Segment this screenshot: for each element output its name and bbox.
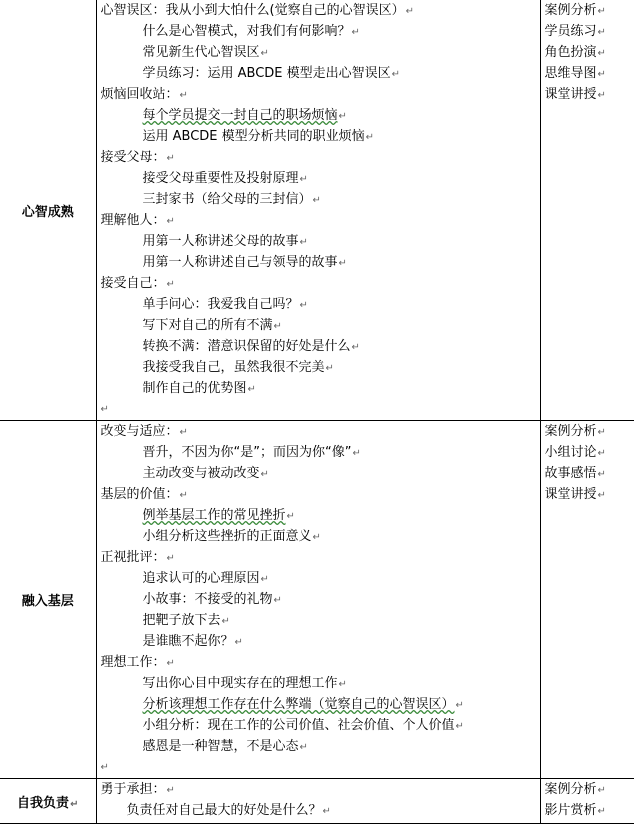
content-text: 什么是心智模式，对我们有何影响？ [143, 24, 351, 39]
paragraph-mark: ↵ [300, 742, 308, 753]
paragraph-mark: ↵ [598, 785, 606, 796]
paragraph-mark: ↵ [323, 806, 331, 817]
method-text: 学员练习 [545, 24, 597, 39]
paragraph-mark: ↵ [598, 90, 606, 101]
content-subitem [101, 673, 540, 694]
paragraph-mark: ↵ [339, 679, 347, 690]
paragraph-mark: ↵ [167, 216, 175, 227]
content-subitem [101, 126, 540, 147]
content-text: 学员练习：运用 ABCDE 模型走出心智误区 [143, 66, 391, 81]
paragraph-mark: ↵ [167, 553, 175, 564]
content-subitem [101, 800, 540, 821]
content-text: 接受父母： [101, 150, 166, 165]
paragraph-mark: ↵ [352, 27, 360, 38]
content-subitem [101, 715, 540, 736]
content-text: 勇于承担： [101, 782, 166, 797]
content-text: 用第一人称讲述自己与领导的故事 [143, 255, 338, 270]
method-cell [540, 421, 634, 779]
content-subitem [101, 357, 540, 378]
content-heading [101, 547, 540, 568]
paragraph-mark: ↵ [180, 427, 188, 438]
method-text: 案例分析 [545, 3, 597, 18]
paragraph-mark: ↵ [261, 469, 269, 480]
method-item [545, 0, 634, 21]
paragraph-mark: ↵ [261, 48, 269, 59]
content-heading [101, 147, 540, 168]
paragraph-mark: ↵ [222, 616, 230, 627]
paragraph-mark: ↵ [339, 258, 347, 269]
method-text: 角色扮演 [545, 45, 597, 60]
content-cell [96, 421, 540, 779]
paragraph-mark: ↵ [598, 427, 606, 438]
method-item [545, 779, 634, 800]
paragraph-mark: ↵ [598, 69, 606, 80]
content-subitem [101, 378, 540, 399]
method-item [545, 421, 634, 442]
content-text: 分析该理想工作存在什么弊端（觉察自己的心智误区） [143, 697, 455, 712]
method-item [545, 63, 634, 84]
category-cell [0, 0, 96, 421]
content-subitem [101, 315, 540, 336]
paragraph-mark: ↵ [274, 595, 282, 606]
content-subitem [101, 21, 540, 42]
paragraph-mark: ↵ [261, 574, 269, 585]
paragraph-mark: ↵ [456, 721, 464, 732]
content-subitem [101, 63, 540, 84]
content-heading [101, 779, 540, 800]
paragraph-mark: ↵ [180, 490, 188, 501]
method-cell [540, 779, 634, 824]
category-cell [0, 421, 96, 779]
content-subitem [101, 631, 540, 652]
paragraph-mark: ↵ [598, 448, 606, 459]
category-label: 融入基层 [22, 594, 74, 609]
paragraph-mark: ↵ [406, 6, 414, 17]
paragraph-mark: ↵ [598, 27, 606, 38]
method-text: 思维导图 [545, 66, 597, 81]
paragraph-mark: ↵ [248, 384, 256, 395]
method-item [545, 21, 634, 42]
paragraph-mark: ↵ [167, 785, 175, 796]
content-subitem [101, 526, 540, 547]
empty-paragraph: ↵ [101, 399, 540, 420]
method-cell [540, 0, 634, 421]
method-item [545, 442, 634, 463]
content-text: 每个学员提交一封自己的职场烦恼 [143, 108, 338, 123]
content-text: 基层的价值： [101, 487, 179, 502]
content-text: 我接受我自己，虽然我很不完美 [143, 360, 325, 375]
method-text: 案例分析 [545, 782, 597, 797]
content-subitem [101, 505, 540, 526]
content-text: 制作自己的优势图 [143, 381, 247, 396]
content-cell [96, 779, 540, 824]
method-item [545, 42, 634, 63]
paragraph-mark: ↵ [274, 321, 282, 332]
method-text: 影片赏析 [545, 803, 597, 818]
category-label: 自我负责 [17, 796, 69, 811]
paragraph-mark: ↵ [180, 90, 188, 101]
content-subitem [101, 252, 540, 273]
content-text: 正视批评： [101, 550, 166, 565]
content-text: 追求认可的心理原因 [143, 571, 260, 586]
method-item [545, 800, 634, 821]
content-heading [101, 273, 540, 294]
paragraph-mark: ↵ [300, 300, 308, 311]
paragraph-mark: ↵ [235, 637, 243, 648]
content-text: 主动改变与被动改变 [143, 466, 260, 481]
content-text: 改变与适应： [101, 424, 179, 439]
content-text: 把靶子放下去 [143, 613, 221, 628]
content-heading [101, 484, 540, 505]
content-text: 小组分析这些挫折的正面意义 [143, 529, 312, 544]
content-subitem [101, 294, 540, 315]
content-subitem [101, 610, 540, 631]
method-text: 案例分析 [545, 424, 597, 439]
paragraph-mark: ↵ [598, 490, 606, 501]
content-text: 写出你心目中现实存在的理想工作 [143, 676, 338, 691]
content-heading [101, 84, 540, 105]
method-item [545, 484, 634, 505]
paragraph-mark: ↵ [366, 132, 374, 143]
paragraph-mark: ↵ [598, 806, 606, 817]
content-subitem [101, 105, 540, 126]
content-text: 晋升，不因为你“是”；而因为你“像” [143, 445, 352, 460]
content-text: 负责任对自己最大的好处是什么？ [127, 803, 322, 818]
content-text: 常见新生代心智误区 [143, 45, 260, 60]
content-text: 接受自己： [101, 276, 166, 291]
empty-paragraph: ↵ [101, 757, 540, 778]
paragraph-mark: ↵ [339, 111, 347, 122]
content-text: 烦恼回收站： [101, 87, 179, 102]
content-subitem [101, 442, 540, 463]
category-label: 心智成熟 [22, 205, 74, 220]
content-text: 用第一人称讲述父母的故事 [143, 234, 299, 249]
content-text: 感恩是一种智慧，不是心态 [143, 739, 299, 754]
content-text: 运用 ABCDE 模型分析共同的职业烦恼 [143, 129, 365, 144]
content-heading [101, 652, 540, 673]
content-subitem [101, 694, 540, 715]
content-subitem [101, 463, 540, 484]
method-text: 课堂讲授 [545, 87, 597, 102]
content-text: 转换不满：潜意识保留的好处是什么 [143, 339, 351, 354]
table-row [0, 421, 634, 779]
content-text: 理解他人： [101, 213, 166, 228]
paragraph-mark: ↵ [598, 6, 606, 17]
content-heading [101, 0, 540, 21]
content-subitem [101, 168, 540, 189]
content-text: 三封家书（给父母的三封信） [143, 192, 312, 207]
paragraph-mark: ↵ [352, 342, 360, 353]
content-subitem [101, 736, 540, 757]
paragraph-mark: ↵ [313, 195, 321, 206]
content-subitem [101, 231, 540, 252]
category-cell [0, 779, 96, 824]
paragraph-mark: ↵ [300, 174, 308, 185]
content-subitem [101, 42, 540, 63]
paragraph-mark: ↵ [598, 469, 606, 480]
method-item [545, 463, 634, 484]
method-text: 故事感悟 [545, 466, 597, 481]
table-row [0, 779, 634, 824]
paragraph-mark: ↵ [167, 658, 175, 669]
content-cell [96, 0, 540, 421]
paragraph-mark: ↵ [392, 69, 400, 80]
paragraph-mark: ↵ [167, 279, 175, 290]
content-subitem [101, 589, 540, 610]
method-text: 小组讨论 [545, 445, 597, 460]
paragraph-mark: ↵ [598, 48, 606, 59]
paragraph-mark: ↵ [352, 448, 360, 459]
content-text: 小故事：不接受的礼物 [143, 592, 273, 607]
content-text: 接受父母重要性及投射原理 [143, 171, 299, 186]
paragraph-mark: ↵ [167, 153, 175, 164]
content-subitem [101, 336, 540, 357]
content-text: 理想工作： [101, 655, 166, 670]
content-text: 是谁瞧不起你？ [143, 634, 234, 649]
method-item [545, 84, 634, 105]
content-subitem [101, 189, 540, 210]
content-text: 写下对自己的所有不满 [143, 318, 273, 333]
content-heading [101, 210, 540, 231]
paragraph-mark: ↵ [313, 532, 321, 543]
content-heading [101, 421, 540, 442]
content-text: 心智误区：我从小到大怕什么(觉察自己的心智误区） [101, 3, 405, 18]
paragraph-mark: ↵ [456, 700, 464, 711]
paragraph-mark: ↵ [326, 363, 334, 374]
method-text: 课堂讲授 [545, 487, 597, 502]
paragraph-mark: ↵ [70, 799, 78, 810]
content-text: 小组分析：现在工作的公司价值、社会价值、个人价值 [143, 718, 455, 733]
content-subitem [101, 568, 540, 589]
paragraph-mark: ↵ [300, 237, 308, 248]
content-text: 单手问心：我爱我自己吗？ [143, 297, 299, 312]
paragraph-mark: ↵ [287, 511, 295, 522]
content-text: 例举基层工作的常见挫折 [143, 508, 286, 523]
